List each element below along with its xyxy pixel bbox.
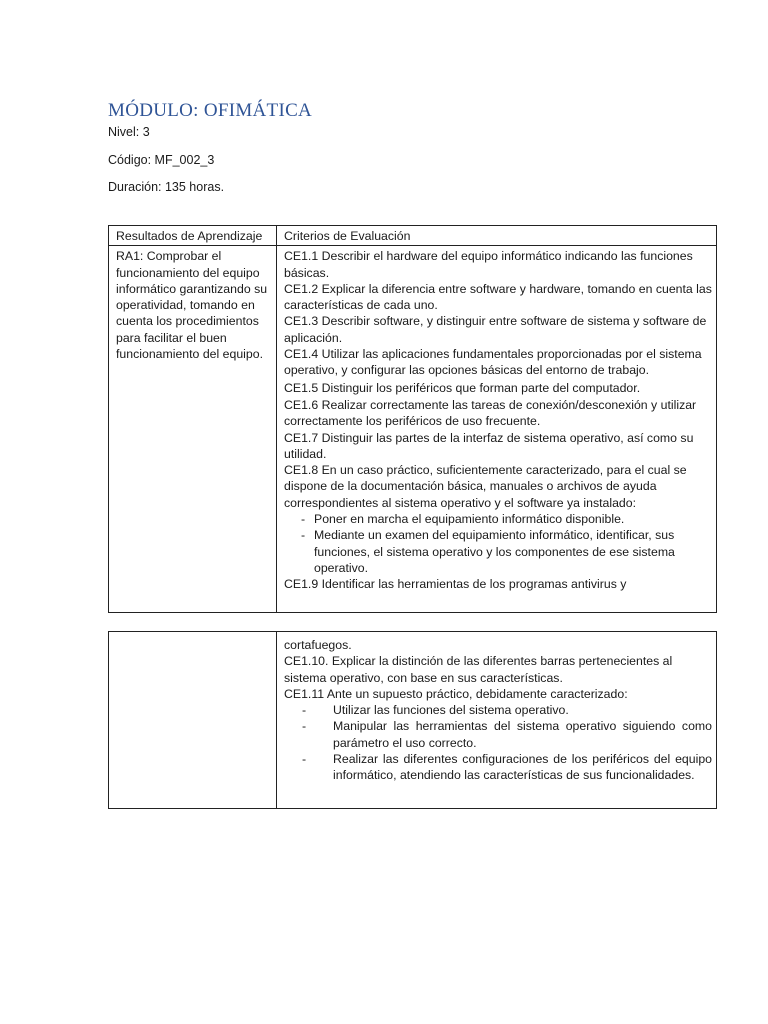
- ce18-item-2: Mediante un examen del equipamiento informático, identificar, sus funciones, el sistema operativo y los componentes de ese sistema operativo.: [314, 528, 675, 575]
- codigo-line: Código: MF_002_3: [108, 153, 215, 167]
- list-item: [284, 511, 712, 527]
- ce-1-11: CE1.11 Ante un supuesto práctico, debidamente caracterizado:: [284, 686, 628, 701]
- ce-1-8: CE1.8 En un caso práctico, suficientemente caracterizado, para el cual se dispone de la documentación básica, manuales o archivos de ayuda correspondientes al sistema operativo y el software ya instalado:: [284, 463, 687, 510]
- evaluation-table: [108, 225, 717, 613]
- dash-marker: -: [301, 528, 306, 543]
- ce-1-3: CE1.3 Describir software, y distinguir entre software de sistema y software de aplicación.: [284, 314, 707, 345]
- criteria-cell: [277, 246, 717, 613]
- ce-1-4: CE1.4 Utilizar las aplicaciones fundamentales proporcionadas por el sistema operativo, y configurar las opciones básicas del entorno de trabajo.: [284, 347, 702, 378]
- empty-ra-cell: [109, 632, 277, 809]
- ce-1-9-continuation: cortafuegos.: [284, 638, 352, 652]
- ce-1-7: CE1.7 Distinguir las partes de la interfaz de sistema operativo, así como su utilidad.: [284, 430, 694, 461]
- ce-1-6: CE1.6 Realizar correctamente las tareas de conexión/desconexión y utilizar correctamente los periféricos de uso frecuente.: [284, 397, 697, 429]
- table-row: [109, 632, 717, 809]
- ce18-item-1: Poner en marcha el equipamiento informático disponible.: [314, 512, 625, 527]
- header-criterios: Criterios de Evaluación: [277, 226, 717, 246]
- ce111-item-3: Realizar las diferentes configuraciones de los periféricos del equipo informático, atendiendo las características de sus funcionalidades.: [333, 752, 712, 783]
- list-item: [284, 751, 712, 784]
- list-item: [284, 527, 712, 576]
- ra1-cell: RA1: Comprobar el funcionamiento del equipo informático garantizando su operatividad, tomando en cuenta los procedimientos para facilitar el buen funcionamiento del equipo.: [109, 246, 277, 613]
- ce-1-2: CE1.2 Explicar la diferencia entre software y hardware, tomando en cuenta las características de cada uno.: [284, 281, 712, 313]
- ce111-item-2: Manipular las herramientas del sistema operativo siguiendo como parámetro el uso correcto.: [333, 719, 712, 750]
- dash-marker: -: [302, 703, 307, 718]
- ce111-item-1: Utilizar las funciones del sistema operativo.: [333, 703, 569, 718]
- table-header-row: [109, 226, 717, 246]
- nivel-line: Nivel: 3: [108, 125, 150, 139]
- ce-1-10: CE1.10. Explicar la distinción de las diferentes barras pertenecientes al sistema operativo, con base en sus características.: [284, 654, 673, 685]
- dash-marker: -: [302, 719, 307, 734]
- table-row: [109, 246, 717, 613]
- list-item: [284, 718, 712, 751]
- ce-1-9: CE1.9 Identificar las herramientas de los programas antivirus y: [284, 577, 627, 592]
- ce-1-1: CE1.1 Describir el hardware del equipo informático indicando las funciones básicas.: [284, 249, 693, 280]
- dash-marker: -: [301, 512, 306, 527]
- evaluation-table-continued: [108, 631, 717, 809]
- list-item: [284, 702, 712, 718]
- ce-1-5: CE1.5 Distinguir los periféricos que forman parte del computador.: [284, 380, 641, 395]
- duracion-line: Duración: 135 horas.: [108, 180, 225, 194]
- dash-marker: -: [302, 752, 307, 767]
- header-resultados: Resultados de Aprendizaje: [109, 226, 277, 246]
- criteria-cell-continued: [277, 632, 717, 809]
- module-title: MÓDULO: OFIMÁTICA: [108, 100, 313, 121]
